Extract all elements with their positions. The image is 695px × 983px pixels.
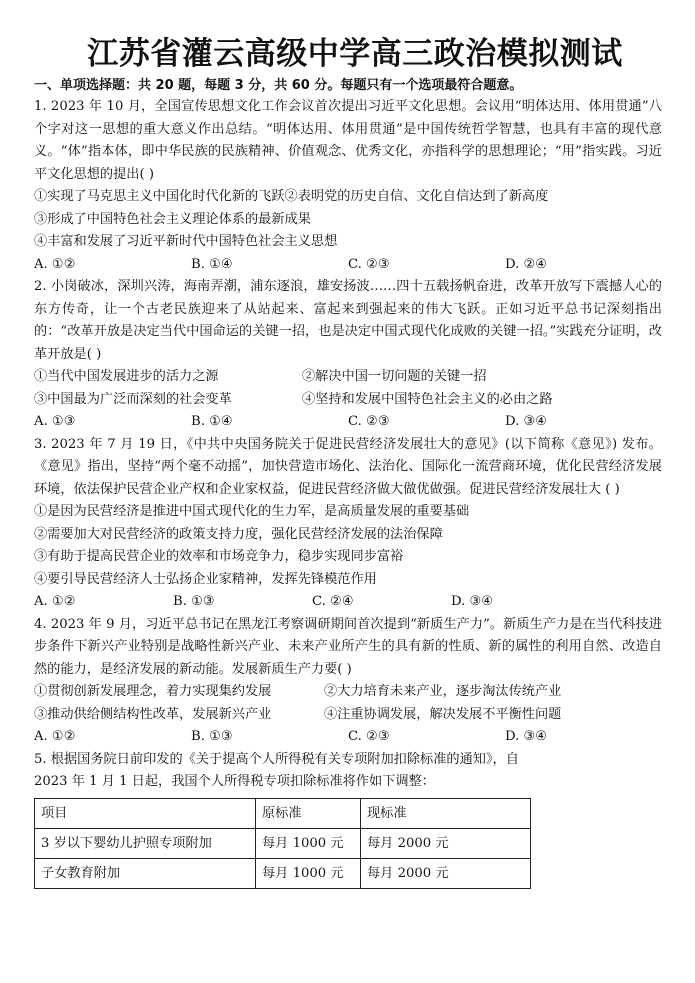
table-cell: 每月 2000 元 — [361, 858, 531, 888]
option-c[interactable]: C. ②③ — [348, 414, 390, 429]
table-cell: 每月 1000 元 — [256, 858, 361, 888]
question-2 — [34, 276, 662, 434]
table-cell: 每月 2000 元 — [361, 828, 531, 858]
option-d[interactable]: D. ③④ — [451, 594, 494, 609]
table-cell: 3 岁以下婴幼儿护照专项附加 — [35, 828, 256, 858]
option-b[interactable]: B. ①④ — [191, 414, 233, 429]
choice-item: ②解决中国一切问题的关键一招 — [302, 369, 487, 384]
section-heading: 一、单项选择题：共 20 题，每题 3 分，共 60 分。每题只有一个选项最符合题意。 — [34, 78, 523, 93]
choice-item: ③有助于提高民营企业的效率和市场竞争力，稳步实现同步富裕 — [34, 549, 404, 564]
choice-item: ①是因为民营经济是推进中国式现代化的生力军，是高质量发展的重要基础 — [34, 504, 470, 519]
question-stem: 3. 2023 年 7 月 19 日，《中共中央国务院关于促进民营经济发展壮大的意见》(以下简称《意见》) 发布。《意见》指出，坚持“两个毫不动摇”，加快营造市场化、法治化、国际化一流营商环境，优化民营经济发展环境，依法保护民营企业产权和企业家权益，促进民营经济做大做优做强。促进民营经济发展壮大 ( ) — [34, 436, 662, 497]
question-4 — [34, 614, 662, 749]
page-title: 江苏省灌云高级中学高三政治模拟测试 — [87, 36, 623, 72]
table-row — [35, 828, 531, 858]
choice-item: ④坚持和发展中国特色社会主义的必由之路 — [302, 391, 553, 407]
choice-item: ④丰富和发展了习近平新时代中国特色社会主义思想 — [34, 234, 338, 249]
option-d[interactable]: D. ③④ — [505, 729, 548, 744]
question-3 — [34, 434, 662, 614]
table-row — [35, 858, 531, 888]
option-a[interactable]: A. ①② — [34, 729, 76, 744]
question-stem: 2. 小岗破冰，深圳兴涛，海南弄潮，浦东逐浪，雄安扬波……四十五载扬帆奋进，改革开放写下震撼人心的东方传奇，让一个古老民族迎来了从站起来、富起来到强起来的伟大飞跃。正如习近平总书记深刻指出的：“改革开放是决定当代中国命运的关键一招，也是决定中国式现代化成败的关键一招。”实践充分证明，改革开放是( ) — [34, 279, 662, 362]
choice-item: ②大力培育未来产业，逐步淘汰传统产业 — [324, 684, 562, 699]
answer-options — [34, 726, 662, 749]
choice-item: ④注重协调发展，解决发展不平衡性问题 — [324, 706, 562, 722]
question-5 — [34, 749, 662, 889]
choice-item: ③推动供给侧结构性改革，发展新兴产业 — [34, 706, 272, 722]
table-header: 现标准 — [361, 798, 531, 828]
question-1 — [34, 96, 662, 276]
question-stem-continued: 2023 年 1 月 1 日起，我国个人所得税专项扣除标准将作如下调整： — [34, 774, 435, 789]
choice-item: ①实现了马克思主义中国化时代化新的飞跃②表明党的历史自信、文化自信达到了新高度 — [34, 189, 549, 204]
option-d[interactable]: D. ③④ — [505, 414, 548, 429]
choice-item: ④要引导民营经济人士弘扬企业家精神，发挥先锋模范作用 — [34, 571, 377, 587]
question-stem: 5. 根据国务院日前印发的《关于提高个人所得税有关专项附加扣除标准的通知》，自 — [34, 751, 519, 767]
choice-row — [34, 704, 662, 727]
option-b[interactable]: B. ①③ — [191, 729, 233, 744]
option-a[interactable]: A. ①③ — [34, 414, 76, 429]
choice-item: ②需要加大对民营经济的政策支持力度，强化民营经济发展的法治保障 — [34, 526, 443, 542]
option-c[interactable]: C. ②④ — [312, 594, 354, 609]
choice-row — [34, 389, 662, 412]
option-a[interactable]: A. ①② — [34, 594, 76, 609]
choice-item: ③中国最为广泛而深刻的社会变革 — [34, 391, 232, 407]
choice-row — [34, 681, 662, 704]
answer-options — [34, 411, 662, 434]
choice-item: ③形成了中国特色社会主义理论体系的最新成果 — [34, 211, 311, 227]
choice-item: ①当代中国发展进步的活力之源 — [34, 369, 219, 384]
option-d[interactable]: D. ②④ — [505, 256, 548, 272]
option-c[interactable]: C. ②③ — [348, 256, 390, 272]
table-header: 原标准 — [256, 798, 361, 828]
answer-options — [34, 591, 662, 614]
exam-page — [34, 34, 662, 889]
deduction-table — [34, 798, 531, 889]
table-header-row — [35, 798, 531, 828]
option-b[interactable]: B. ①④ — [191, 256, 233, 272]
question-stem: 1. 2023 年 10 月，全国宣传思想文化工作会议首次提出习近平文化思想。会议用“明体达用、体用贯通”八个字对这一思想的重大意义作出总结。“明体达用、体用贯通”是中国传统哲学智慧，也具有丰富的现代意义。“体”指本体，即中华民族的民族精神、价值观念、优秀文化，亦指科学的思想理论；“用”指实践。习近平文化思想的提出( ) — [34, 99, 662, 182]
table-cell: 每月 1000 元 — [256, 828, 361, 858]
table-header: 项目 — [35, 798, 256, 828]
question-stem: 4. 2023 年 9 月，习近平总书记在黑龙江考察调研期间首次提到“新质生产力”。新质生产力是在当代科技进步条件下新兴产业特别是战略性新兴产业、未来产业所产生的具有新的性质、新的属性的利用自然、改造自然的能力，是经济发展的新动能。发展新质生产力要( ) — [34, 616, 662, 677]
choice-row — [34, 366, 662, 389]
option-b[interactable]: B. ①③ — [173, 594, 215, 609]
option-c[interactable]: C. ②③ — [348, 729, 390, 744]
option-a[interactable]: A. ①② — [34, 256, 76, 272]
table-cell: 子女教育附加 — [35, 858, 256, 888]
answer-options — [34, 254, 662, 277]
choice-item: ①贯彻创新发展理念，着力实现集约发展 — [34, 684, 272, 699]
